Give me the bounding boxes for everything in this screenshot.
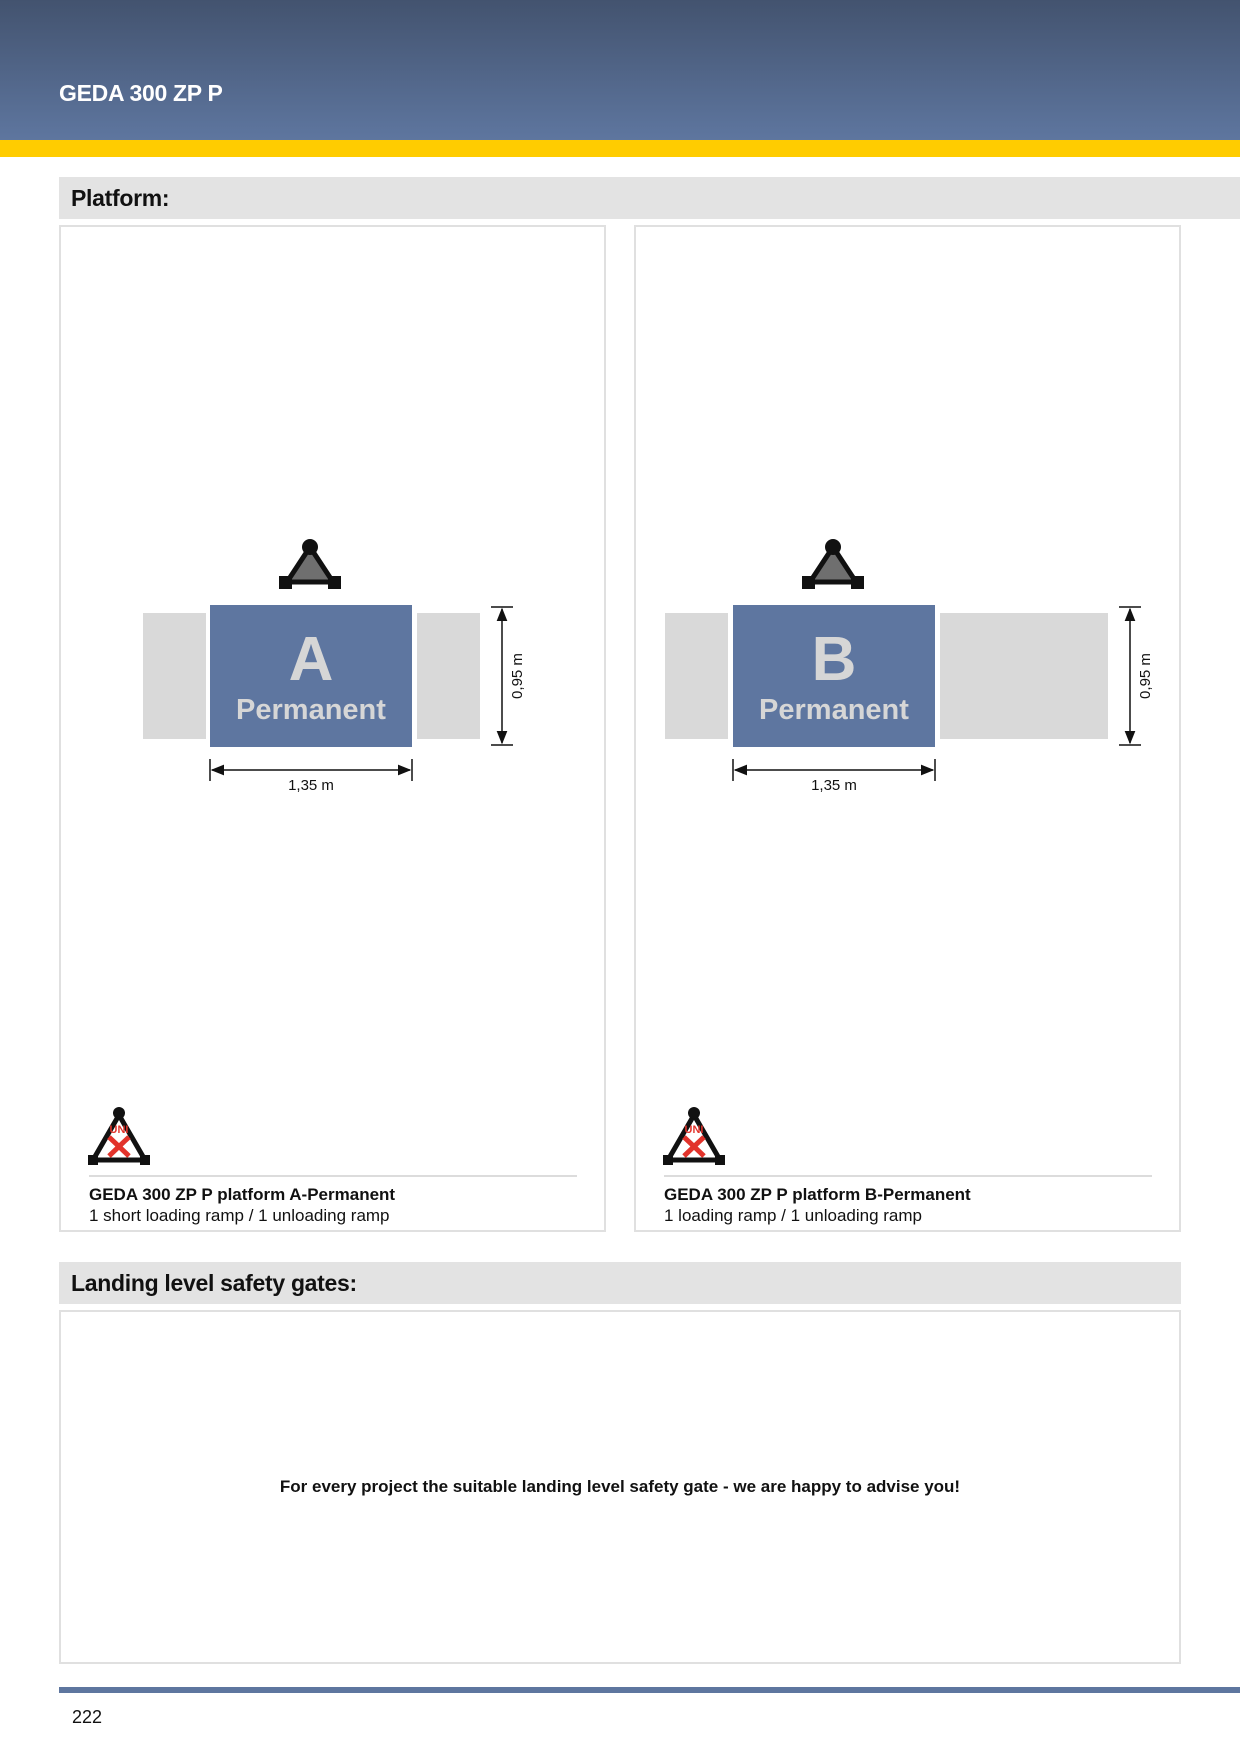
loading-ramp-right [940,613,1108,739]
platform-b-caption-text: 1 loading ramp / 1 unloading ramp [664,1206,922,1225]
caption-divider [664,1175,1152,1177]
mast-icon [279,539,341,589]
height-dimension [491,607,526,745]
gates-section-header [59,1262,1181,1304]
platform-a-diagram [61,227,604,1230]
gates-section-title: Landing level safety gates: [71,1270,357,1296]
footer-rule [59,1687,1240,1693]
gates-advice-message: For every project the suitable landing level safety gate - we are happy to advise you! [279,1477,961,1496]
platform-b-letter: B [811,625,857,694]
unloading-ramp-right [417,613,480,739]
height-label: 0,95 m [509,653,526,699]
width-label: 1,35 m [288,777,334,794]
platform-section-header [59,177,1240,219]
header-title: GEDA 300 ZP P [59,80,223,106]
platform-b-label: Permanent [759,694,909,726]
platform-b-diagram [636,227,1179,1230]
platform-a-panel [59,225,606,1232]
platform-a-caption-title: GEDA 300 ZP P platform A-Permanent [89,1185,396,1204]
height-label: 0,95 m [1137,653,1154,699]
caption-divider [89,1175,577,1177]
width-dimension [210,759,412,794]
platform-section-title: Platform: [71,185,170,211]
uni-x-logo [88,1107,150,1165]
platform-b-caption-title: GEDA 300 ZP P platform B-Permanent [664,1185,971,1204]
uni-x-logo [663,1107,725,1165]
platform-a-caption-text: 1 short loading ramp / 1 unloading ramp [89,1206,390,1225]
mast-icon [802,539,864,589]
platform-b-panel [634,225,1181,1232]
gates-panel [59,1310,1181,1664]
loading-ramp-left [143,613,206,739]
width-label: 1,35 m [811,777,857,794]
platform-a-letter: A [288,625,334,694]
platform-a-label: Permanent [236,694,386,726]
width-dimension [733,759,935,794]
height-dimension [1119,607,1154,745]
page-number: 222 [72,1707,103,1727]
uni-logo-text: UNI [109,1124,129,1136]
unloading-ramp-left [665,613,728,739]
header-accent-bar [0,140,1240,157]
uni-logo-text: UNI [684,1124,704,1136]
page-header [0,0,1240,140]
